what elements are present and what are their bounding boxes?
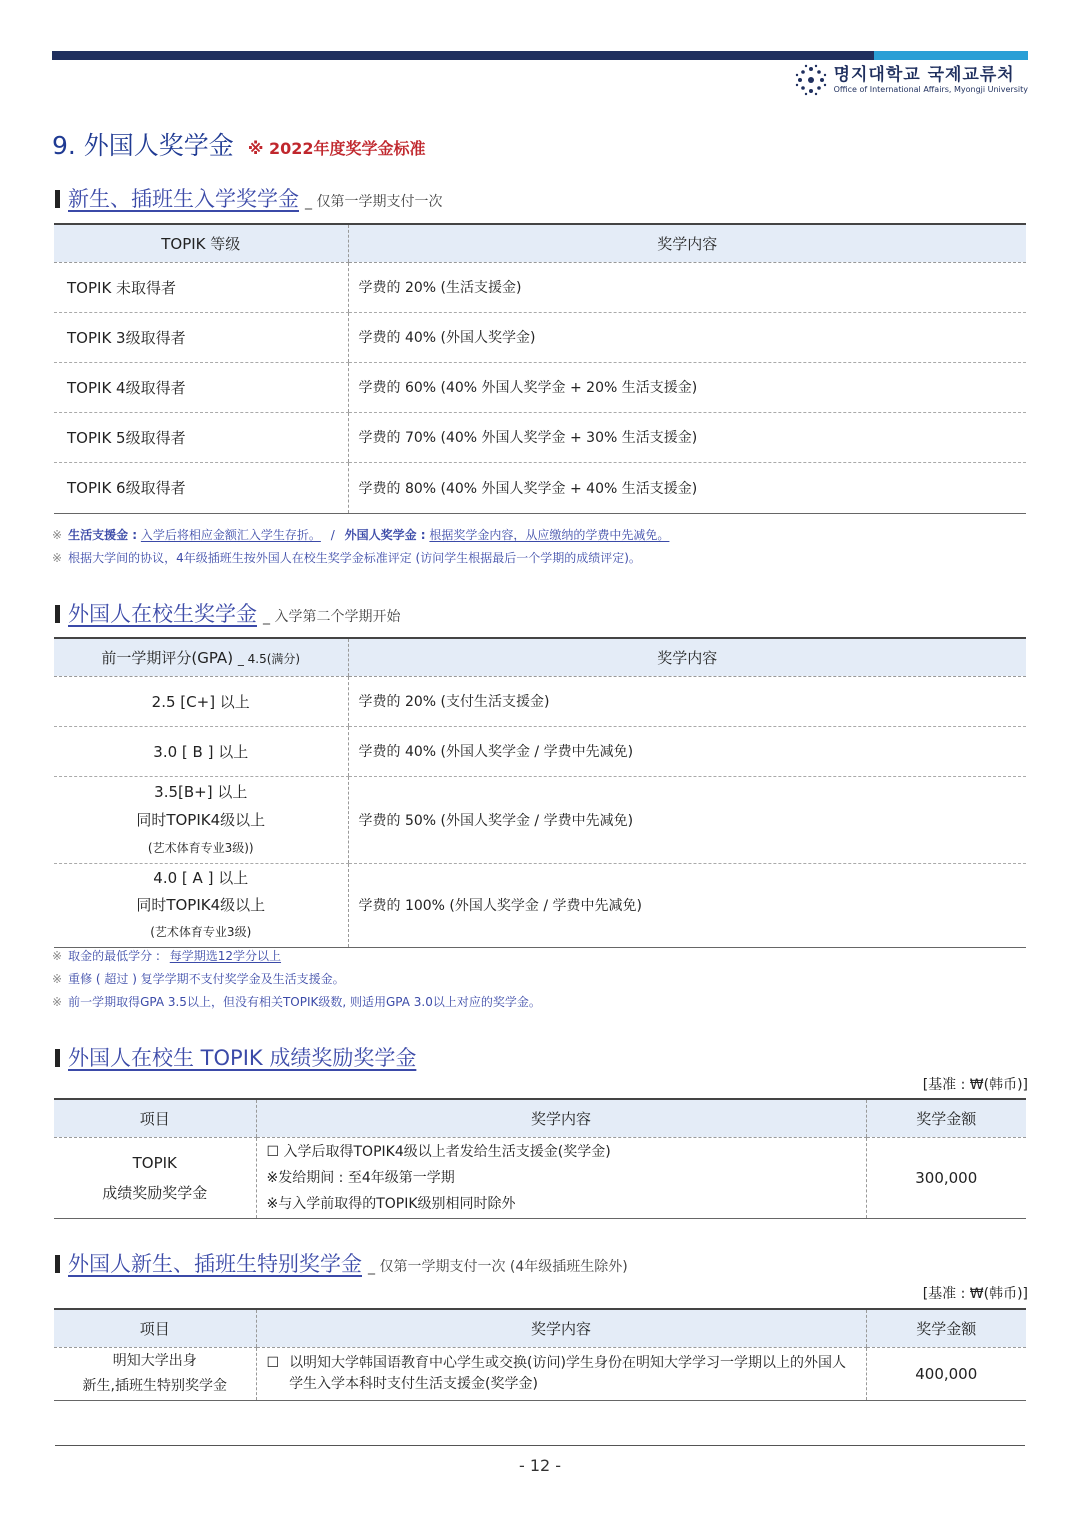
section2-subtitle: _ 入学第二个学期开始 xyxy=(263,609,401,625)
note-link: 根据奖学金内容，从应缴纳的学费中先减免。 xyxy=(429,528,670,542)
section-marker xyxy=(55,605,60,623)
note-separator: / xyxy=(330,528,335,542)
section4-subtitle: _ 仅第一学期支付一次 (4年级插班生除外) xyxy=(368,1259,628,1275)
header-bar-accent xyxy=(874,51,1028,60)
section2-title: 外国人在校生奖学金 xyxy=(68,602,257,626)
note-line: ※ 生活支援金 : 入学后将相应金额汇入学生存折。 / 外国人奖学金 : 根据奖学金内容，从应缴纳的学费中先减免。 xyxy=(52,528,670,542)
amount-cell: 300,000 xyxy=(866,1137,1026,1218)
section1-heading xyxy=(55,183,442,213)
page-number: - 12 - xyxy=(518,1456,562,1475)
scholarship-content-cell xyxy=(256,1137,866,1218)
section3-heading xyxy=(55,1042,416,1072)
note-text: 前一学期取得GPA 3.5以上，但没有相关TOPIK级数, 则适用GPA 3.0以上对应的奖学金。 xyxy=(68,995,541,1009)
gpa-cell xyxy=(54,776,348,863)
page-title-note: ※ 2022年度奖学金标准 xyxy=(247,139,426,158)
gpa-exception: (艺术体育专业3级)) xyxy=(147,840,254,855)
logo-sub-text: Office of International Affairs, Myongji University xyxy=(833,85,1028,94)
topik-level-cell: TOPIK 6级取得者 xyxy=(54,462,348,513)
item-cell xyxy=(54,1347,256,1400)
section-marker xyxy=(55,190,60,208)
note-line: ※ 根据大学间的协议，4年级插班生按外国人在校生奖学金标准评定 (访问学生根据最后一个学期的成绩评定)。 xyxy=(52,551,641,565)
section3-table xyxy=(54,1098,1026,1219)
gpa-cell: 2.5 [C+] 以上 xyxy=(54,676,348,726)
note-key: 生活支援金 : xyxy=(68,528,138,542)
section-marker xyxy=(55,1049,60,1067)
section1-title: 新生、插班生入学奖学金 xyxy=(68,187,299,211)
content-line: ☐ 入学后取得TOPIK4级以上者发给生活支援金(奖学金) xyxy=(266,1143,611,1160)
content-line: ※与入学前取得的TOPIK级别相同时除外 xyxy=(266,1195,516,1212)
topik-level-cell: TOPIK 未取得者 xyxy=(54,262,348,312)
note-line: ※ 重修 ( 超过 ) 复学学期不支付奖学金及生活支援金。 xyxy=(52,972,345,986)
page-title xyxy=(52,126,425,162)
note-text: 根据大学间的协议，4年级插班生按外国人在校生奖学金标准评定 (访问学生根据最后一个学期的成绩评定)。 xyxy=(68,551,641,565)
table-header: 项目 xyxy=(54,1309,256,1347)
gpa-condition: 同时TOPIK4级以上 xyxy=(136,895,266,914)
gpa-header-text: 前一学期评分(GPA) xyxy=(101,648,234,667)
table-row xyxy=(54,462,1026,513)
scholarship-content-cell: 学费的 70% (40% 外国人奖学金 + 30% 生活支援金) xyxy=(348,412,1026,462)
scholarship-content-cell: 学费的 80% (40% 外国人奖学金 + 40% 生活支援金) xyxy=(348,462,1026,513)
table-header: 项目 xyxy=(54,1099,256,1137)
section4-title: 外国人新生、插班生特别奖学金 xyxy=(68,1252,362,1276)
gpa-cell xyxy=(54,863,348,947)
content-line: ※发给期间 : 至4年级第一学期 xyxy=(266,1169,455,1186)
section2-table xyxy=(54,637,1026,948)
item-line: 成绩奖励奖学金 xyxy=(102,1183,208,1202)
currency-unit: [基准 : ₩(韩币)] xyxy=(922,1286,1028,1302)
table-header: 奖学金额 xyxy=(866,1309,1026,1347)
note-link: 入学后将相应金额汇入学生存折。 xyxy=(140,528,321,542)
gpa-condition: 同时TOPIK4级以上 xyxy=(136,810,266,829)
currency-unit: [基准 : ₩(韩币)] xyxy=(922,1077,1028,1093)
topik-level-cell: TOPIK 5级取得者 xyxy=(54,412,348,462)
note-text: 重修 ( 超过 ) 复学学期不支付奖学金及生活支援金。 xyxy=(68,972,345,986)
scholarship-content-cell: 学费的 20% (支付生活支援金) xyxy=(348,676,1026,726)
section2-notes xyxy=(52,945,541,1014)
item-cell xyxy=(54,1137,256,1218)
table-row xyxy=(54,726,1026,776)
university-logo xyxy=(794,63,1028,97)
gpa-value: 4.0 [ A ] 以上 xyxy=(153,868,249,887)
gpa-exception: (艺术体育专业3级) xyxy=(150,924,252,939)
scholarship-content-cell: 学费的 40% (外国人奖学金) xyxy=(348,312,1026,362)
scholarship-content-cell: 学费的 100% (外国人奖学金 / 学费中先减免) xyxy=(348,863,1026,947)
table-row xyxy=(54,863,1026,947)
section3-title: 外国人在校生 TOPIK 成绩奖励奖学金 xyxy=(68,1046,417,1070)
scholarship-content-cell xyxy=(256,1347,866,1400)
table-row xyxy=(54,676,1026,726)
table-row xyxy=(54,776,1026,863)
scholarship-content-cell: 学费的 60% (40% 外国人奖学金 + 20% 生活支援金) xyxy=(348,362,1026,412)
page-title-text: 9. 外国人奖学金 xyxy=(52,131,234,160)
table-row xyxy=(54,1347,1026,1400)
item-line: TOPIK xyxy=(132,1153,177,1172)
footer-divider xyxy=(55,1445,1025,1446)
table-row xyxy=(54,312,1026,362)
logo-main-text: 명지대학교 국제교류처 xyxy=(833,65,1015,85)
note-line: ※ 前一学期取得GPA 3.5以上，但没有相关TOPIK级数, 则适用GPA 3.0以上对应的奖学金。 xyxy=(52,995,541,1009)
table-header: 奖学内容 xyxy=(348,224,1026,262)
note-line: ※ 取金的最低学分 : 每学期选12学分以上 xyxy=(52,949,282,963)
scholarship-content-cell: 学费的 40% (外国人奖学金 / 学费中先减免) xyxy=(348,726,1026,776)
item-line: 新生,插班生特别奖学金 xyxy=(82,1377,227,1394)
table-header xyxy=(54,638,348,676)
table-header: 奖学内容 xyxy=(348,638,1026,676)
section1-subtitle: _ 仅第一学期支付一次 xyxy=(305,194,443,210)
section-marker xyxy=(55,1255,60,1273)
table-row xyxy=(54,1137,1026,1218)
checkbox-icon: ☐ xyxy=(266,1354,280,1371)
scholarship-content-cell: 学费的 20% (生活支援金) xyxy=(348,262,1026,312)
gpa-header-scale: _ 4.5(满分) xyxy=(237,651,301,666)
gpa-value: 3.5[B+] 以上 xyxy=(154,782,248,801)
note-text: 取金的最低学分 : xyxy=(68,949,160,963)
table-header: 奖学内容 xyxy=(256,1309,866,1347)
content-text: 以明知大学韩国语教育中心学生或交换(访问)学生身份在明知大学学习一学期以上的外国人学生入学本科时支付生活支援金(奖学金) xyxy=(289,1354,846,1392)
section1-table xyxy=(54,223,1026,514)
section1-notes xyxy=(52,524,669,570)
table-header: TOPIK 等级 xyxy=(54,224,348,262)
note-link: 每学期选12学分以上 xyxy=(169,949,282,963)
table-row xyxy=(54,362,1026,412)
university-emblem-icon xyxy=(794,63,828,97)
topik-level-cell: TOPIK 4级取得者 xyxy=(54,362,348,412)
section2-heading xyxy=(55,598,400,628)
item-line: 明知大学出身 xyxy=(112,1352,197,1369)
table-row xyxy=(54,262,1026,312)
table-row xyxy=(54,412,1026,462)
section4-heading xyxy=(55,1248,628,1278)
amount-cell: 400,000 xyxy=(866,1347,1026,1400)
section4-table xyxy=(54,1308,1026,1401)
table-header: 奖学金额 xyxy=(866,1099,1026,1137)
table-header: 奖学内容 xyxy=(256,1099,866,1137)
note-key: 外国人奖学金 : xyxy=(344,528,426,542)
gpa-cell: 3.0 [ B ] 以上 xyxy=(54,726,348,776)
scholarship-content-cell: 学费的 50% (外国人奖学金 / 学费中先减免) xyxy=(348,776,1026,863)
topik-level-cell: TOPIK 3级取得者 xyxy=(54,312,348,362)
